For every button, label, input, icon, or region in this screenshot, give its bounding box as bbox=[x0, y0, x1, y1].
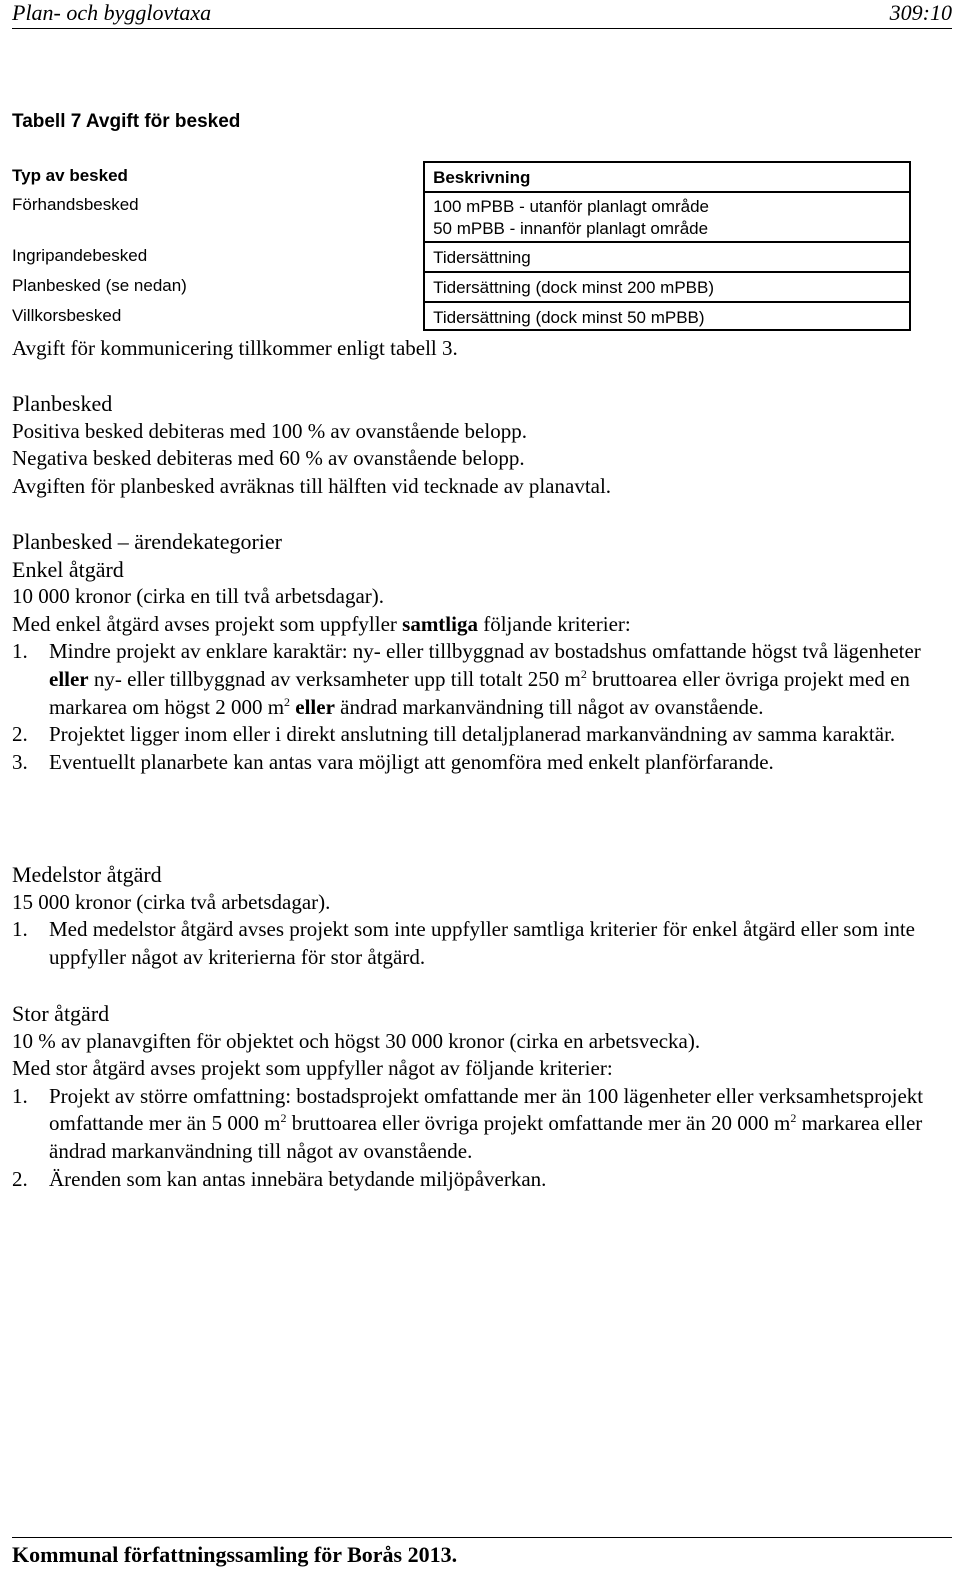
fee-text: 15 000 kronor (cirka två arbetsdagar). bbox=[12, 889, 331, 914]
list-text: Mindre projekt av enklare karaktär: ny- eller tillbyggnad av bostadshus omfattande högst två lägenheter eller ny- eller tillbyggnad av verksamheter upp till totalt 250 $m^2$ bruttoarea eller övriga projekt med en markarea om högst 2 000 $m^2$ eller ändrad markanvändning till något av ovanstående. bbox=[49, 639, 921, 719]
table-row bbox=[12, 301, 911, 331]
list-item bbox=[12, 1166, 942, 1194]
footer-text: Kommunal författningssamling för Borås 2013. bbox=[12, 1542, 458, 1567]
fee-text: 10 000 kronor (cirka en till två arbetsdagar). bbox=[12, 584, 385, 609]
list-number: 3. bbox=[12, 749, 28, 774]
list-item bbox=[12, 721, 942, 749]
cell-description: 100 mPBB - utanför planlagt område bbox=[433, 197, 710, 216]
section-heading: Planbesked – ärendekategorier bbox=[12, 529, 282, 554]
list-number: 1. bbox=[12, 1083, 28, 1108]
table-row bbox=[12, 271, 911, 301]
paragraph: Negativa besked debiteras med 60 % av ovanstående belopp. bbox=[12, 446, 525, 471]
cell-type: Planbesked (se nedan) bbox=[12, 276, 187, 295]
cell-type: Ingripandebesked bbox=[12, 246, 148, 265]
intro-text: Med stor åtgärd avses projekt som uppfyller något av följande kriterier: bbox=[12, 1056, 613, 1081]
subsection-heading: Medelstor åtgärd bbox=[12, 862, 162, 887]
column-header-type: Typ av besked bbox=[12, 166, 128, 185]
list-number: 1. bbox=[12, 639, 28, 664]
planbesked-section bbox=[12, 390, 942, 500]
fee-text: 10 % av planavgiften för objektet och högst 30 000 kronor (cirka en arbetsvecka). bbox=[12, 1028, 701, 1053]
table-note: Avgift för kommunicering tillkommer enligt tabell 3. bbox=[12, 336, 458, 360]
fee-table bbox=[12, 161, 911, 331]
list-item bbox=[12, 916, 942, 971]
stor-section bbox=[12, 1000, 942, 1193]
list-text: Med medelstor åtgärd avses projekt som inte uppfyller samtliga kriterier för enkel åtgärd eller som inte uppfyller något av kriterierna för stor åtgärd. bbox=[49, 917, 915, 969]
table-row bbox=[12, 241, 911, 271]
cell-description: Tidersättning bbox=[433, 248, 531, 267]
section-heading: Planbesked bbox=[12, 391, 113, 416]
cell-description: Tidersättning (dock minst 50 mPBB) bbox=[433, 308, 705, 327]
paragraph: Avgiften för planbesked avräknas till hälften vid tecknade av planavtal. bbox=[12, 473, 612, 498]
header-title: Plan- och bygglovtaxa bbox=[12, 0, 212, 25]
list-number: 1. bbox=[12, 917, 28, 942]
page-header bbox=[12, 0, 952, 29]
list-item bbox=[12, 638, 942, 721]
medelstor-section bbox=[12, 861, 942, 971]
cell-type: Förhandsbesked bbox=[12, 195, 139, 214]
list-item bbox=[12, 1083, 942, 1166]
kategorier-section bbox=[12, 528, 942, 776]
list-text: Projektet ligger inom eller i direkt anslutning till detaljplanerad markanvändning av samma karaktär. bbox=[49, 722, 896, 747]
list-item bbox=[12, 749, 942, 777]
list-number: 2. bbox=[12, 1166, 28, 1191]
subsection-heading: Stor åtgärd bbox=[12, 1001, 110, 1026]
page-footer bbox=[12, 1537, 952, 1567]
header-page-number: 309:10 bbox=[889, 0, 952, 25]
list-number: 2. bbox=[12, 722, 28, 747]
cell-description: Tidersättning (dock minst 200 mPBB) bbox=[433, 278, 715, 297]
paragraph: Positiva besked debiteras med 100 % av ovanstående belopp. bbox=[12, 418, 527, 443]
table-note-block bbox=[12, 335, 942, 363]
table-header-row bbox=[12, 161, 911, 191]
cell-description: 50 mPBB - innanför planlagt område bbox=[433, 219, 709, 238]
table-caption: Tabell 7 Avgift för besked bbox=[12, 111, 241, 132]
intro-text: Med enkel åtgärd avses projekt som uppfyller samtliga följande kriterier: bbox=[12, 611, 631, 636]
subsection-heading: Enkel åtgärd bbox=[12, 556, 124, 582]
cell-type: Villkorsbesked bbox=[12, 306, 122, 325]
list-text: Eventuellt planarbete kan antas vara möjligt att genomföra med enkelt planförfarande. bbox=[49, 749, 774, 774]
list-text: Projekt av större omfattning: bostadsprojekt omfattande mer än 100 lägenheter eller verksamhetsprojekt omfattande mer än 5 000 $m^2$ bruttoarea eller övriga projekt omfattande mer än 20 000 $m^2$ markarea eller ändrad markanvändning till något av ovanstående. bbox=[49, 1083, 924, 1163]
table-row bbox=[12, 191, 911, 241]
column-header-description: Beskrivning bbox=[433, 168, 531, 187]
list-text: Ärenden som kan antas innebära betydande miljöpåverkan. bbox=[49, 1166, 547, 1191]
